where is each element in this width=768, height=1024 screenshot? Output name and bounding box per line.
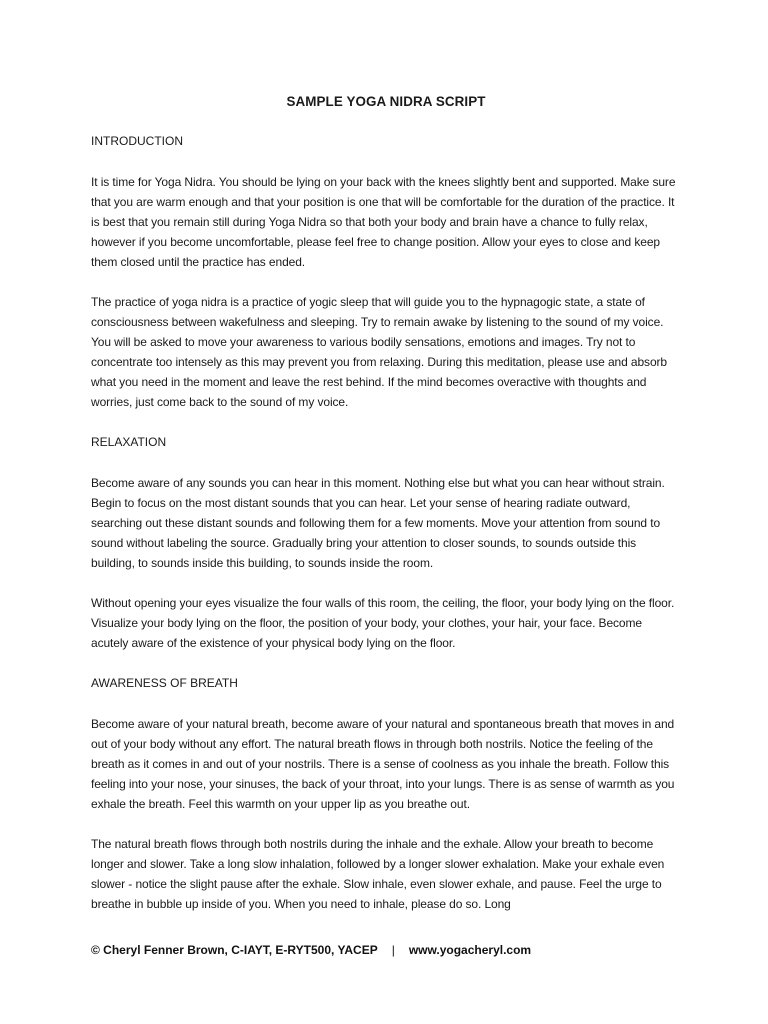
paragraph: It is time for Yoga Nidra. You should be lying on your back with the knees slightly bent and supported. Make sure that you are warm enough and that your position is one that will be comfortable for the duration of the practice. It is best that you remain still during Yoga Nidra so that both your body and brain have a chance to fully relax, however if you become uncomfortable, please feel free to change position. Allow your eyes to close and keep them closed until the practice has ended. [91, 175, 676, 269]
page-footer [91, 943, 531, 957]
paragraph: Become aware of any sounds you can hear in this moment. Nothing else but what you can hear without strain. Begin to focus on the most distant sounds that you can hear. Let your sense of hearing radiate outward, searching out these distant sounds and following them for a few moments. Move your attention from sound to sound without labeling the source. Gradually bring your attention to closer sounds, to sounds outside this building, to sounds inside this building, to sounds inside the room. [91, 476, 665, 570]
paragraph: Without opening your eyes visualize the four walls of this room, the ceiling, the floor, your body lying on the floor. Visualize your body lying on the floor, the position of your body, your clothes, your hair, your face. Become acutely aware of the existence of your physical body lying on the floor. [91, 596, 675, 650]
paragraph: The natural breath flows through both nostrils during the inhale and the exhale. Allow your breath to become longer and slower. Take a long slow inhalation, followed by a longer slower exhalation. Make your exhale even slower - notice the slight pause after the exhale. Slow inhale, even slower exhale, and pause. Feel the urge to breathe in bubble up inside of you. When you need to inhale, please do so. Long [91, 837, 665, 911]
document-page [91, 94, 681, 934]
section-introduction [91, 131, 681, 412]
footer-separator: | [391, 943, 395, 957]
section-heading: AWARENESS OF BREATH [91, 676, 238, 690]
section-heading: INTRODUCTION [91, 134, 183, 148]
section-awareness-of-breath [91, 673, 681, 914]
section-heading: RELAXATION [91, 435, 167, 449]
paragraph: The practice of yoga nidra is a practice of yogic sleep that will guide you to the hypnagogic state, a state of consciousness between wakefulness and sleeping. Try to remain awake by listening to the sound of my voice. You will be asked to move your awareness to various bodily sensations, emotions and images. Try not to concentrate too intensely as this may prevent you from relaxing. During this meditation, please use and absorb what you need in the moment and leave the rest behind. If the mind becomes overactive with thoughts and worries, just come back to the sound of my voice. [91, 295, 667, 409]
section-relaxation [91, 432, 681, 653]
paragraph: Become aware of your natural breath, become aware of your natural and spontaneous breath that moves in and out of your body without any effort. The natural breath flows in through both nostrils. Notice the feeling of the breath as it comes in and out of your nostrils. There is a sense of coolness as you inhale the breath. Follow this feeling into your nose, your sinuses, the back of your throat, into your lungs. There is as sense of warmth as you exhale the breath. Feel this warmth on your upper lip as you breathe out. [91, 717, 675, 811]
footer-copyright: © Cheryl Fenner Brown, C-IAYT, E-RYT500, YACEP [91, 943, 378, 957]
footer-website-link[interactable]: www.yogacheryl.com [408, 943, 532, 957]
document-title: SAMPLE YOGA NIDRA SCRIPT [286, 94, 486, 109]
